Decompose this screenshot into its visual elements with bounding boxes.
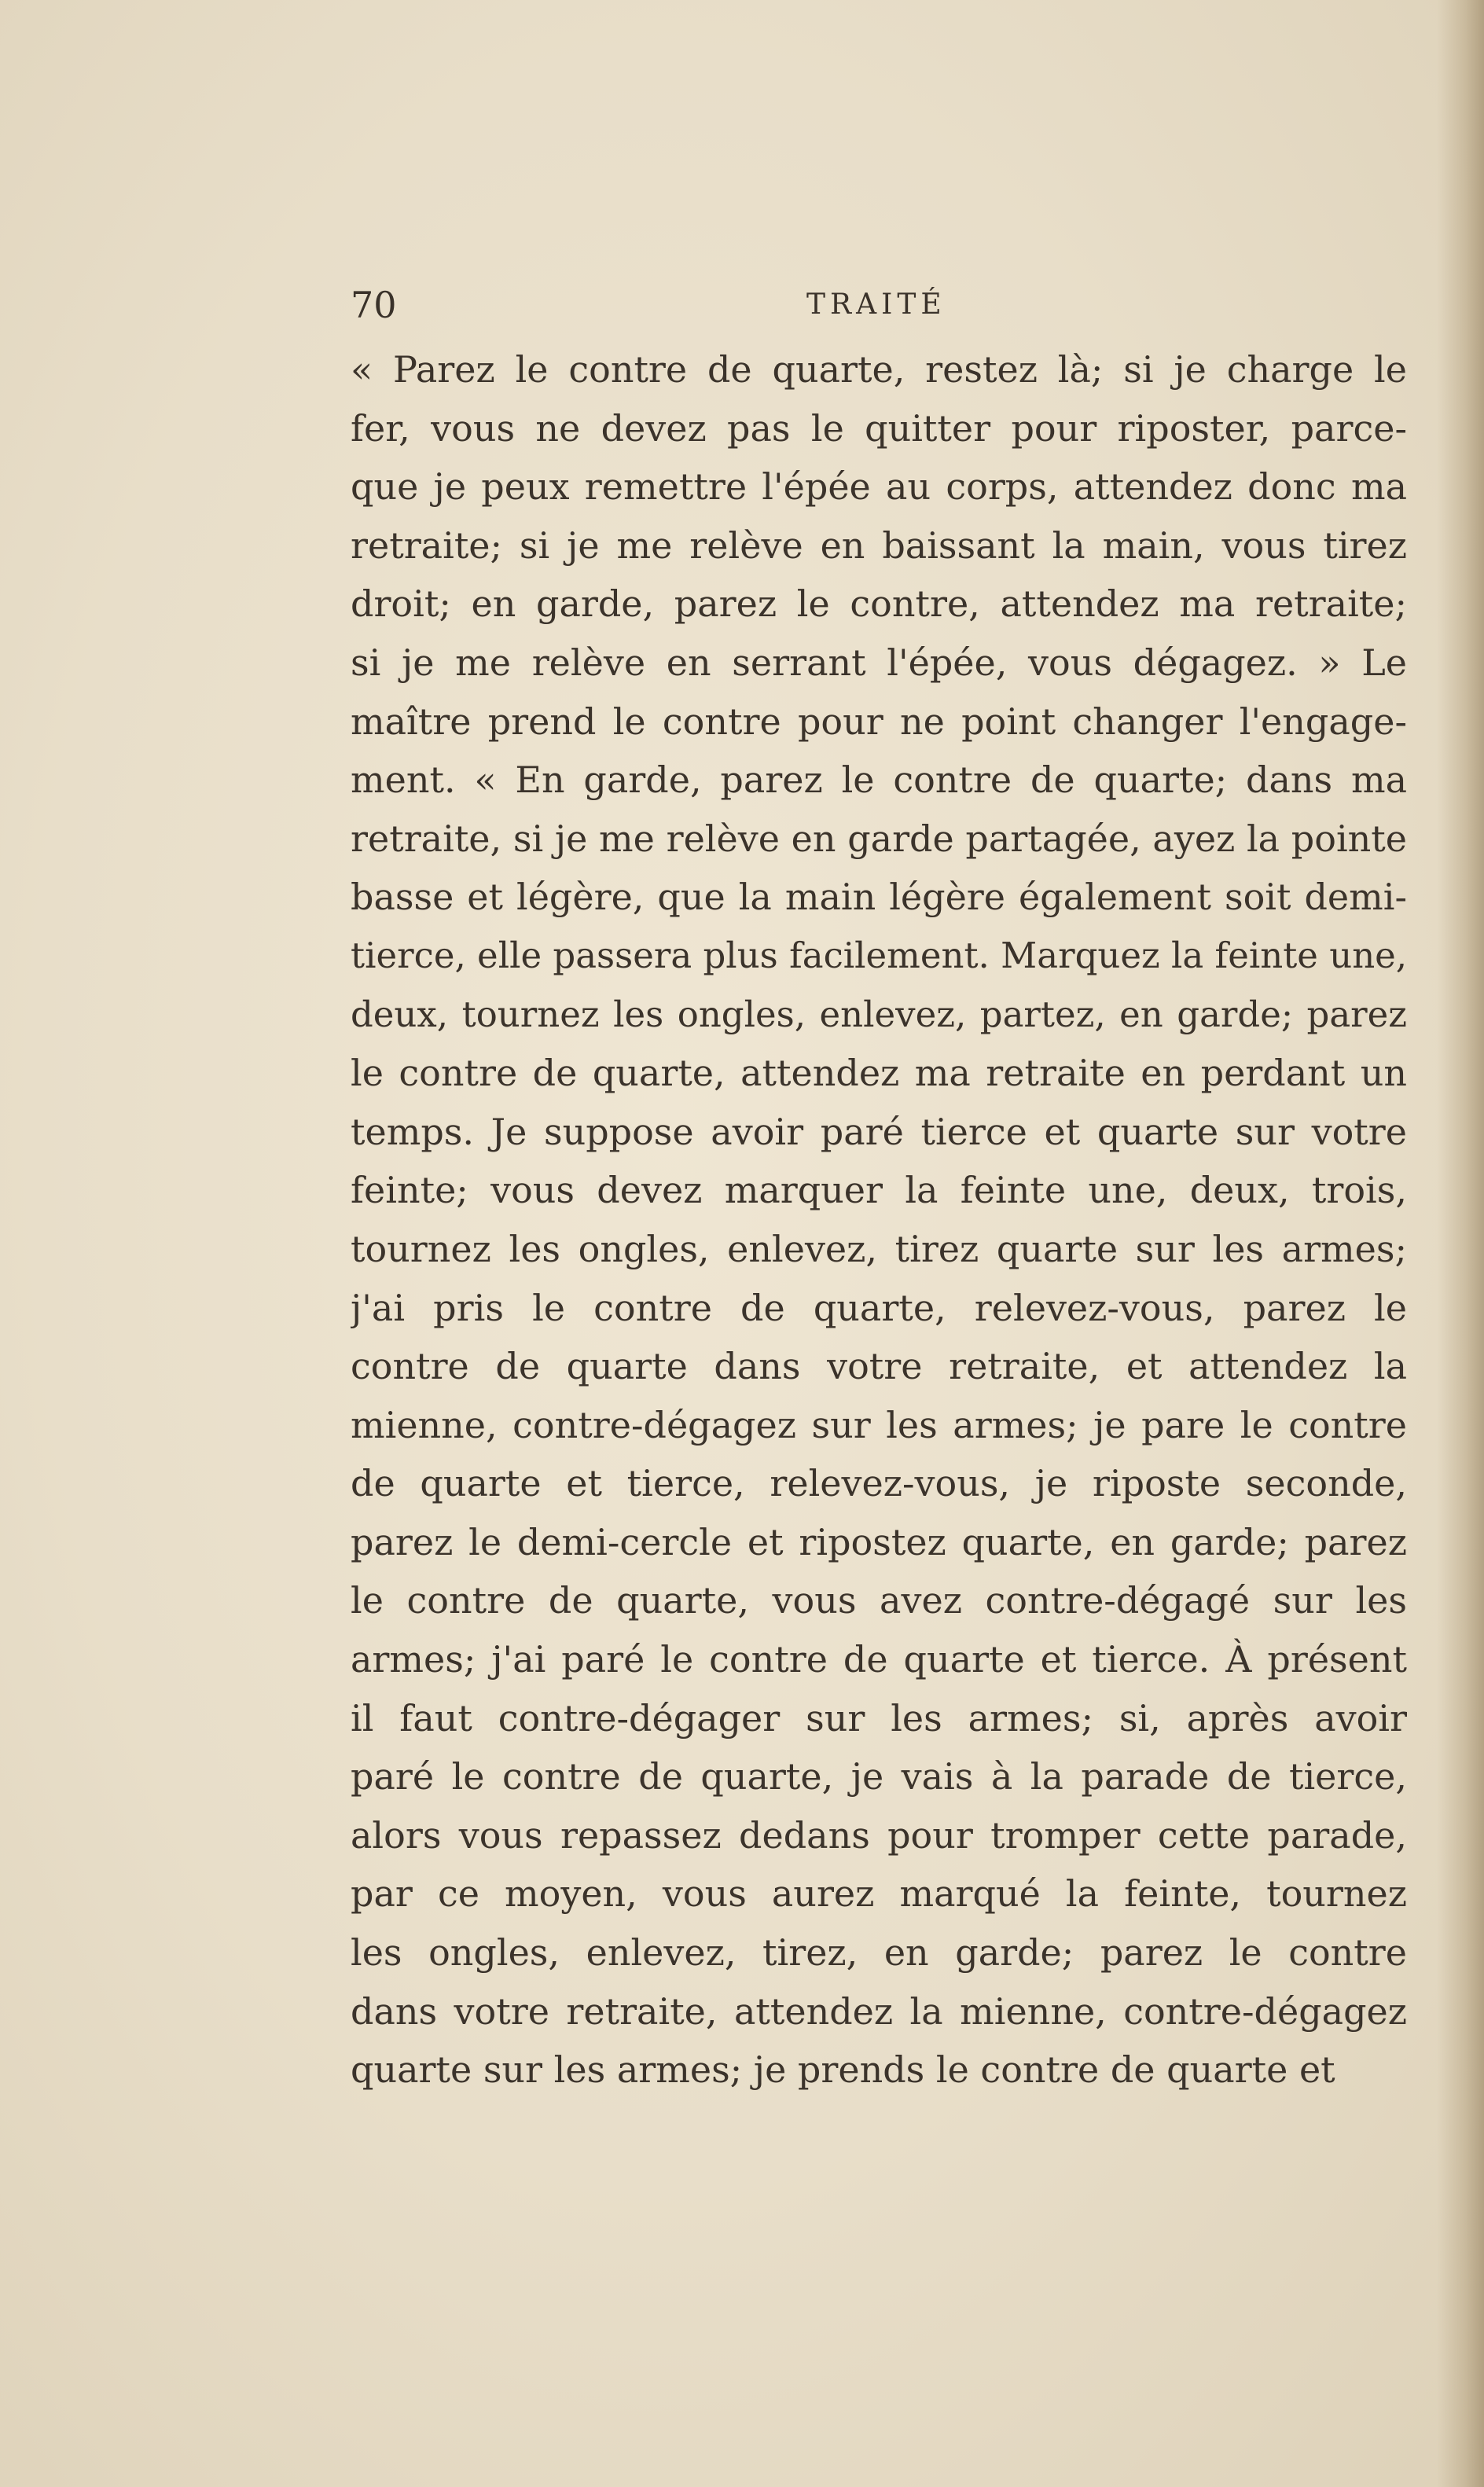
text-line: j'ai pris le contre de quarte, relevez-vous, parez le bbox=[351, 1286, 1407, 1329]
text-line: alors vous repassez dedans pour tromper cette parade, bbox=[351, 1813, 1407, 1857]
text-line: maître prend le contre pour ne point changer l'engage- bbox=[351, 700, 1407, 743]
text-line: « Parez le contre de quarte, restez là; si je charge le bbox=[351, 348, 1407, 391]
text-line: que je peux remettre l'épée au corps, attendez donc ma bbox=[351, 465, 1407, 509]
text-line: temps. Je suppose avoir paré tierce et quarte sur votre bbox=[351, 1110, 1407, 1153]
text-line: basse et légère, que la main légère également soit demi- bbox=[351, 876, 1407, 919]
text-line: retraite; si je me relève en baissant la main, vous tirez bbox=[351, 523, 1407, 567]
text-line: il faut contre-dégager sur les armes; si, après avoir bbox=[351, 1696, 1407, 1739]
text-line: deux, tournez les ongles, enlevez, partez, en garde; parez bbox=[351, 993, 1407, 1035]
text-line: contre de quarte dans votre retraite, et attendez la bbox=[351, 1345, 1407, 1388]
text-line: dans votre retraite, attendez la mienne, contre-dégagez bbox=[351, 1989, 1407, 2033]
text-line: de quarte et tierce, relevez-vous, je riposte seconde, bbox=[351, 1462, 1407, 1505]
text-line: parez le demi-cercle et ripostez quarte, en garde; parez bbox=[351, 1520, 1407, 1563]
page-header bbox=[351, 274, 1404, 336]
text-line: droit; en garde, parez le contre, attendez ma retraite; bbox=[351, 582, 1407, 626]
text-line: mienne, contre-dégagez sur les armes; je pare le contre bbox=[351, 1403, 1407, 1446]
text-line: tierce, elle passera plus facilement. Marquez la feinte une, bbox=[351, 934, 1407, 976]
body-text bbox=[351, 340, 1407, 2099]
text-line: le contre de quarte, vous avez contre-dégagé sur les bbox=[351, 1579, 1407, 1622]
text-line: le contre de quarte, attendez ma retraite en perdant un bbox=[351, 1052, 1407, 1095]
text-line: retraite, si je me relève en garde partagée, ayez la pointe bbox=[351, 817, 1407, 860]
text-line: tournez les ongles, enlevez, tirez quarte sur les armes; bbox=[351, 1227, 1407, 1270]
text-line: feinte; vous devez marquer la feinte une, deux, trois, bbox=[351, 1169, 1407, 1212]
page-number: 70 bbox=[351, 284, 397, 326]
text-line: par ce moyen, vous aurez marqué la feinte, tournez bbox=[351, 1872, 1407, 1916]
text-line: quarte sur les armes; je prends le contre de quarte et bbox=[351, 2048, 1335, 2092]
text-line: ment. « En garde, parez le contre de quarte; dans ma bbox=[351, 759, 1407, 802]
text-line: paré le contre de quarte, je vais à la parade de tierce, bbox=[351, 1755, 1407, 1798]
page-edge-shadow bbox=[1437, 0, 1484, 2487]
text-line: armes; j'ai paré le contre de quarte et tierce. À présent bbox=[351, 1638, 1407, 1681]
text-line: si je me relève en serrant l'épée, vous dégagez. » Le bbox=[351, 641, 1407, 684]
text-line: les ongles, enlevez, tirez, en garde; parez le contre bbox=[351, 1931, 1407, 1975]
text-line: fer, vous ne devez pas le quitter pour riposter, parce- bbox=[351, 406, 1407, 450]
running-head: TRAITÉ bbox=[806, 288, 946, 321]
